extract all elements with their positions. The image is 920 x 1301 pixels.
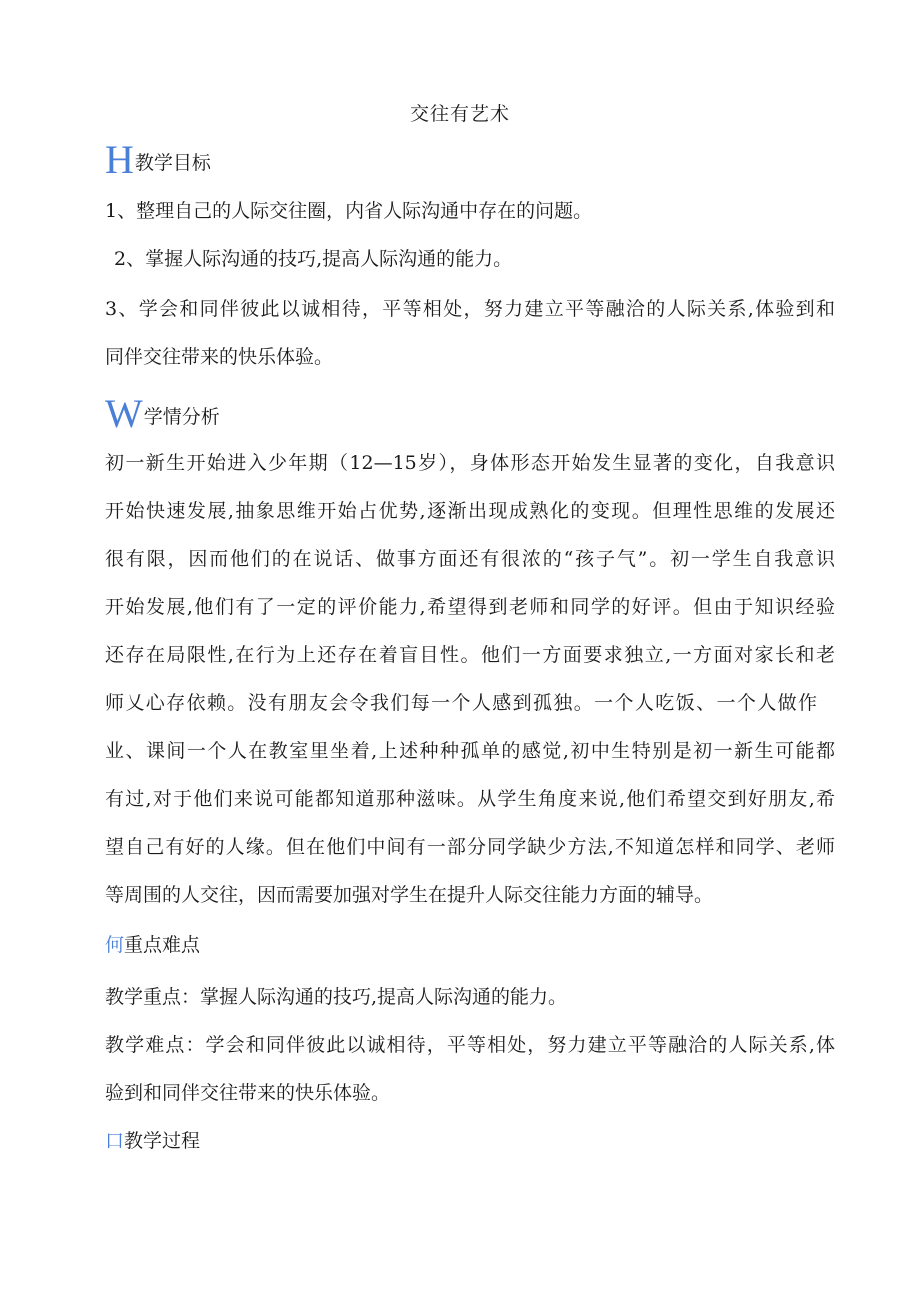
goal-item-2: 2、掌握人际沟通的技巧,提高人际沟通的能力。 <box>114 248 513 270</box>
analysis-line: 师乂心存依赖。没有朋友会令我们每一个人感到孤独。一个人吃饭、一个人做作 <box>105 692 817 714</box>
analysis-line: 初一新生开始进入少年期（12—15岁），身体形态开始发生显著的变化，自我意识 <box>105 452 835 474</box>
section-heading-keypoints-text: 重点难点 <box>124 934 201 956</box>
analysis-line: 很有限，因而他们的在说话、做事方面还有很浓的“孩子气”。初一学生自我意识 <box>105 548 835 570</box>
goal-item-3: 3、学会和同伴彼此以诚相待，平等相处，努力建立平等融洽的人际关系,体验到和 <box>105 298 835 320</box>
goal-item-1: 1、整理自己的人际交往圈，内省人际沟通中存在的问题。 <box>105 200 593 222</box>
keypoint-line: 教学重点：掌握人际沟通的技巧,提高人际沟通的能力。 <box>105 986 568 1008</box>
section-marker-analysis: W <box>105 391 143 436</box>
section-heading-analysis-text: 学情分析 <box>143 406 220 428</box>
goal-item-3-continued: 同伴交往带来的快乐体验。 <box>105 346 334 368</box>
analysis-line: 望自己有好的人缘。但在他们中间有一部分同学缺少方法,不知道怎样和同学、老师 <box>105 836 835 858</box>
document-title: 交往有艺术 <box>409 103 510 125</box>
section-marker-goals: H <box>105 137 134 182</box>
section-heading-process-text: 教学过程 <box>124 1130 201 1152</box>
analysis-line: 业、课间一个人在教室里坐着,上述种种孤单的感觉,初中生特别是初一新生可能都 <box>105 740 835 762</box>
section-heading-goals-text: 教学目标 <box>134 152 211 174</box>
section-heading-goals <box>105 137 211 182</box>
analysis-line: 开始快速发展,抽象思维开始占优势,逐渐出现成熟化的变现。但理性思维的发展还 <box>105 500 835 522</box>
section-heading-process <box>105 1126 200 1157</box>
section-marker-keypoints: 何 <box>105 935 125 956</box>
analysis-line: 有过,对于他们来说可能都知道那种滋味。从学生角度来说,他们希望交到好朋友,希 <box>105 788 835 810</box>
analysis-line: 开始发展,他们有了一定的评价能力,希望得到老师和同学的好评。但由于知识经验 <box>105 596 835 618</box>
section-marker-process: 口 <box>105 1131 125 1152</box>
section-heading-analysis <box>105 391 220 436</box>
section-heading-keypoints <box>105 930 200 961</box>
keypoint-line: 教学难点：学会和同伴彼此以诚相待，平等相处，努力建立平等融洽的人际关系,体 <box>105 1034 835 1056</box>
analysis-line: 等周围的人交往，因而需要加强对学生在提升人际交往能力方面的辅导。 <box>105 884 714 906</box>
analysis-line: 还存在局限性,在行为上还存在着盲目性。他们一方面要求独立,一方面对家长和老 <box>105 644 835 666</box>
keypoint-line: 验到和同伴交往带来的快乐体验。 <box>105 1082 391 1104</box>
